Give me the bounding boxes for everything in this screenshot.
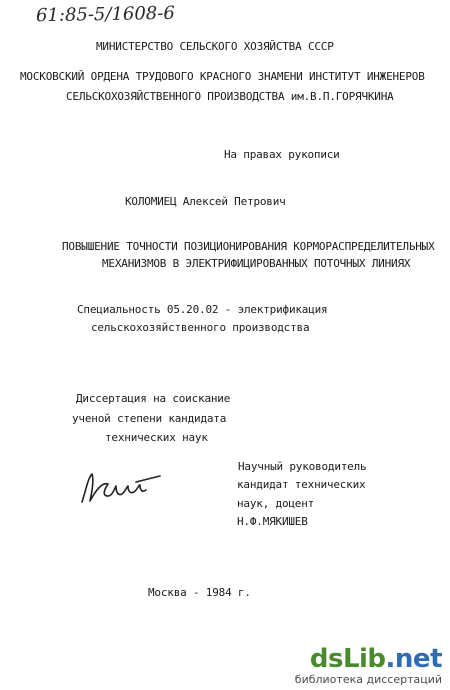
watermark-logo-part-1: dsLib [309,644,386,674]
watermark-logo-part-2: .net [385,644,442,674]
archive-number: 61:85-5/1608-6 [35,2,176,27]
degree-line-2: ученой степени кандидата [72,412,227,425]
supervisor-line-3: наук, доцент [237,497,315,510]
supervisor-name: Н.Ф.МЯКИШЕВ [237,515,308,528]
dissertation-title-line-1: ПОВЫШЕНИЕ ТОЧНОСТИ ПОЗИЦИОНИРОВАНИЯ КОРМОРАСПРЕДЕЛИТЕЛЬНЫХ [62,240,435,253]
supervisor-line-2: кандидат технических [237,478,366,491]
watermark [295,645,442,686]
degree-line-3: технических наук [105,431,208,444]
ministry-heading: МИНИСТЕРСТВО СЕЛЬСКОГО ХОЗЯЙСТВА СССР [96,40,334,53]
watermark-tagline: библиотека диссертаций [294,673,442,686]
author-name: КОЛОМИЕЦ Алексей Петрович [125,195,286,208]
author-signature [72,468,162,508]
dissertation-title-line-2: МЕХАНИЗМОВ В ЭЛЕКТРИФИЦИРОВАННЫХ ПОТОЧНЫХ ЛИНИЯХ [102,257,411,270]
specialty-line-2: сельскохозяйственного производства [91,321,310,334]
manuscript-rights-note: На правах рукописи [224,148,340,161]
institute-name-line-1: МОСКОВСКИЙ ОРДЕНА ТРУДОВОГО КРАСНОГО ЗНАМЕНИ ИНСТИТУТ ИНЖЕНЕРОВ [20,70,425,83]
watermark-logo [295,645,442,673]
supervisor-line-1: Научный руководитель [238,460,367,473]
specialty-line-1: Специальность 05.20.02 - электрификация [77,303,328,316]
institute-name-line-2: СЕЛЬСКОХОЗЯЙСТВЕННОГО ПРОИЗВОДСТВА им.В.П.ГОРЯЧКИНА [66,90,394,103]
degree-line-1: Диссертация на соискание [76,392,231,405]
city-year: Москва - 1984 г. [148,586,251,599]
